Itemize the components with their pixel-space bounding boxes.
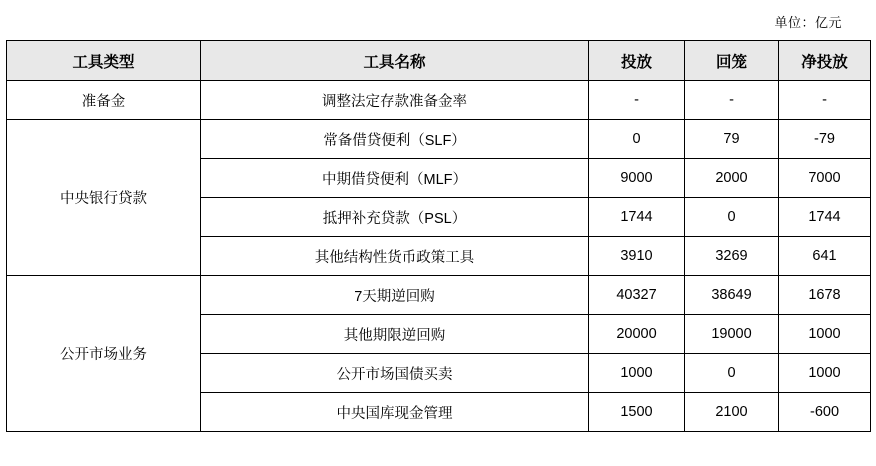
value-injection: 40327 [589, 276, 685, 315]
value-injection: 1500 [589, 393, 685, 432]
value-withdrawal: - [685, 81, 779, 120]
value-withdrawal: 2000 [685, 159, 779, 198]
monetary-policy-tools-table [6, 40, 871, 432]
value-net-injection: 1000 [779, 354, 871, 393]
tool-name: 中期借贷便利（MLF） [201, 159, 589, 198]
value-net-injection: 7000 [779, 159, 871, 198]
tool-name: 其他期限逆回购 [201, 315, 589, 354]
column-header-tool-name: 工具名称 [201, 41, 589, 81]
value-net-injection: 1678 [779, 276, 871, 315]
tool-name: 公开市场国债买卖 [201, 354, 589, 393]
value-withdrawal: 19000 [685, 315, 779, 354]
value-injection: 3910 [589, 237, 685, 276]
value-withdrawal: 0 [685, 198, 779, 237]
value-injection: 1000 [589, 354, 685, 393]
value-injection: 9000 [589, 159, 685, 198]
value-injection: 0 [589, 120, 685, 159]
table-header [7, 41, 871, 81]
unit-note: 单位：亿元 [774, 15, 842, 30]
value-withdrawal: 38649 [685, 276, 779, 315]
tool-name: 抵押补充贷款（PSL） [201, 198, 589, 237]
value-injection: 1744 [589, 198, 685, 237]
value-injection: 20000 [589, 315, 685, 354]
value-net-injection: 1000 [779, 315, 871, 354]
value-net-injection: 641 [779, 237, 871, 276]
group-label-open-market-operations: 公开市场业务 [7, 276, 201, 432]
value-withdrawal: 0 [685, 354, 779, 393]
group-label-central-bank-loans: 中央银行贷款 [7, 120, 201, 276]
tool-name: 调整法定存款准备金率 [201, 81, 589, 120]
column-header-net-injection: 净投放 [779, 41, 871, 81]
column-header-tool-type: 工具类型 [7, 41, 201, 81]
value-injection: - [589, 81, 685, 120]
value-withdrawal: 3269 [685, 237, 779, 276]
table-body [7, 81, 871, 432]
column-header-withdrawal: 回笼 [685, 41, 779, 81]
table-row [7, 120, 871, 159]
table-row [7, 276, 871, 315]
tool-name: 其他结构性货币政策工具 [201, 237, 589, 276]
value-net-injection: -600 [779, 393, 871, 432]
tool-name: 常备借贷便利（SLF） [201, 120, 589, 159]
table-row [7, 81, 871, 120]
header-row [7, 41, 871, 81]
value-net-injection: - [779, 81, 871, 120]
value-net-injection: 1744 [779, 198, 871, 237]
tool-name: 中央国库现金管理 [201, 393, 589, 432]
value-withdrawal: 2100 [685, 393, 779, 432]
group-label-reserve: 准备金 [7, 81, 201, 120]
tool-name: 7天期逆回购 [201, 276, 589, 315]
value-withdrawal: 79 [685, 120, 779, 159]
column-header-injection: 投放 [589, 41, 685, 81]
value-net-injection: -79 [779, 120, 871, 159]
